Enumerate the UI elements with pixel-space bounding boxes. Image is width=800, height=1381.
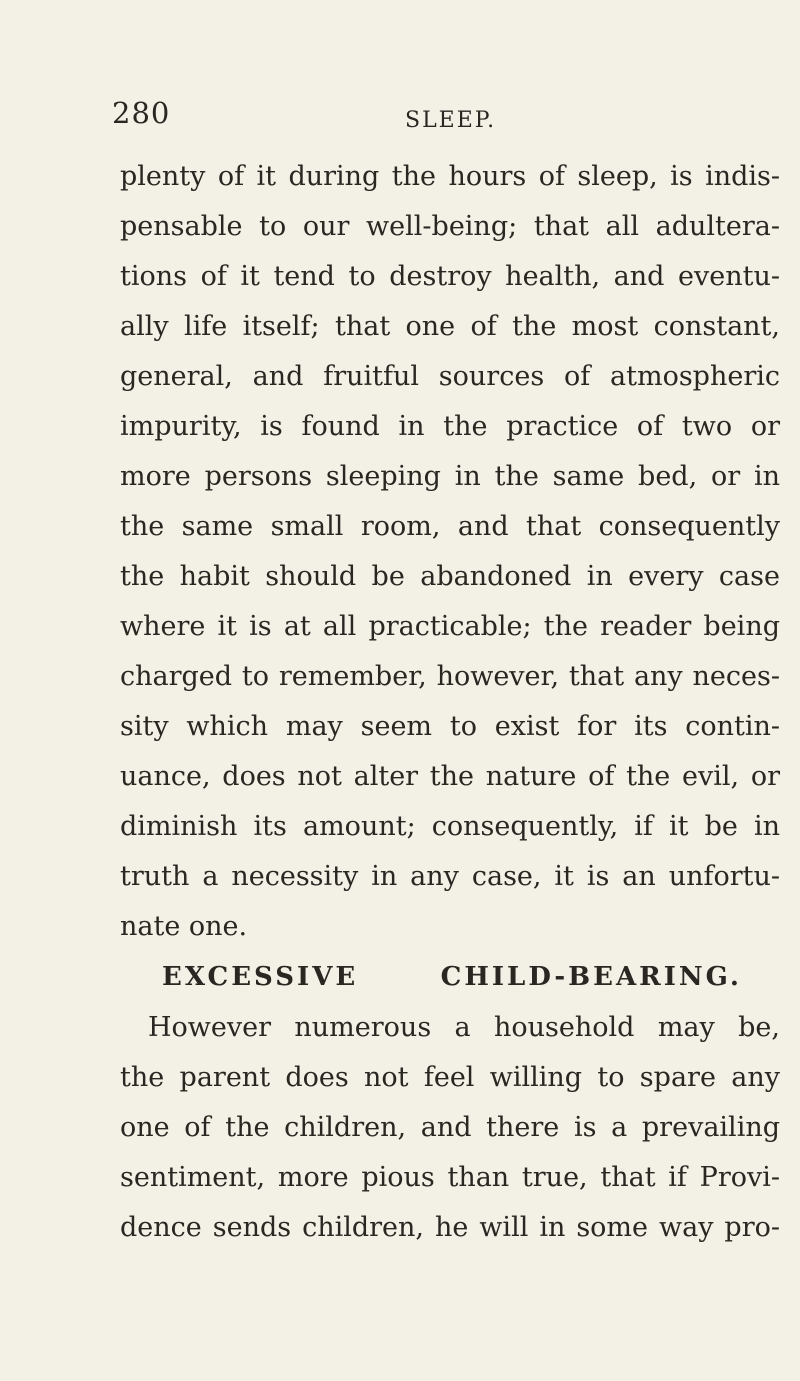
section-heading: EXCESSIVE CHILD-BEARING.: [162, 962, 742, 992]
text-line: the same small room, and that consequently: [120, 511, 780, 542]
text-line: plenty of it during the hours of sleep, is indis-: [120, 161, 780, 192]
text-line: dence sends children, he will in some way pro-: [120, 1212, 780, 1243]
running-title: SLEEP.: [405, 108, 497, 133]
text-line: diminish its amount; consequently, if it be in: [120, 811, 780, 842]
text-line: truth a necessity in any case, it is an unfortu-: [120, 861, 780, 892]
text-line: where it is at all practicable; the reader being: [120, 611, 780, 642]
text-line: sentiment, more pious than true, that if Provi-: [120, 1162, 780, 1193]
text-line: one of the children, and there is a prevailing: [120, 1112, 780, 1143]
text-line: general, and fruitful sources of atmospheric: [120, 361, 780, 392]
text-line: tions of it tend to destroy health, and eventu-: [120, 261, 780, 292]
text-line: charged to remember, however, that any neces-: [120, 661, 780, 692]
text-line: the habit should be abandoned in every case: [120, 561, 780, 592]
text-line: the parent does not feel willing to spare any: [120, 1062, 780, 1093]
text-line: nate one.: [120, 911, 248, 942]
text-line: impurity, is found in the practice of two or: [120, 411, 780, 442]
text-line: However numerous a household may be,: [148, 1012, 780, 1043]
text-line: pensable to our well-being; that all adultera-: [120, 211, 780, 242]
text-line: uance, does not alter the nature of the evil, or: [120, 761, 780, 792]
text-line: sity which may seem to exist for its contin-: [120, 711, 780, 742]
text-line: more persons sleeping in the same bed, or in: [120, 461, 780, 492]
text-line: ally life itself; that one of the most constant,: [120, 311, 780, 342]
page-number: 280: [112, 96, 171, 130]
